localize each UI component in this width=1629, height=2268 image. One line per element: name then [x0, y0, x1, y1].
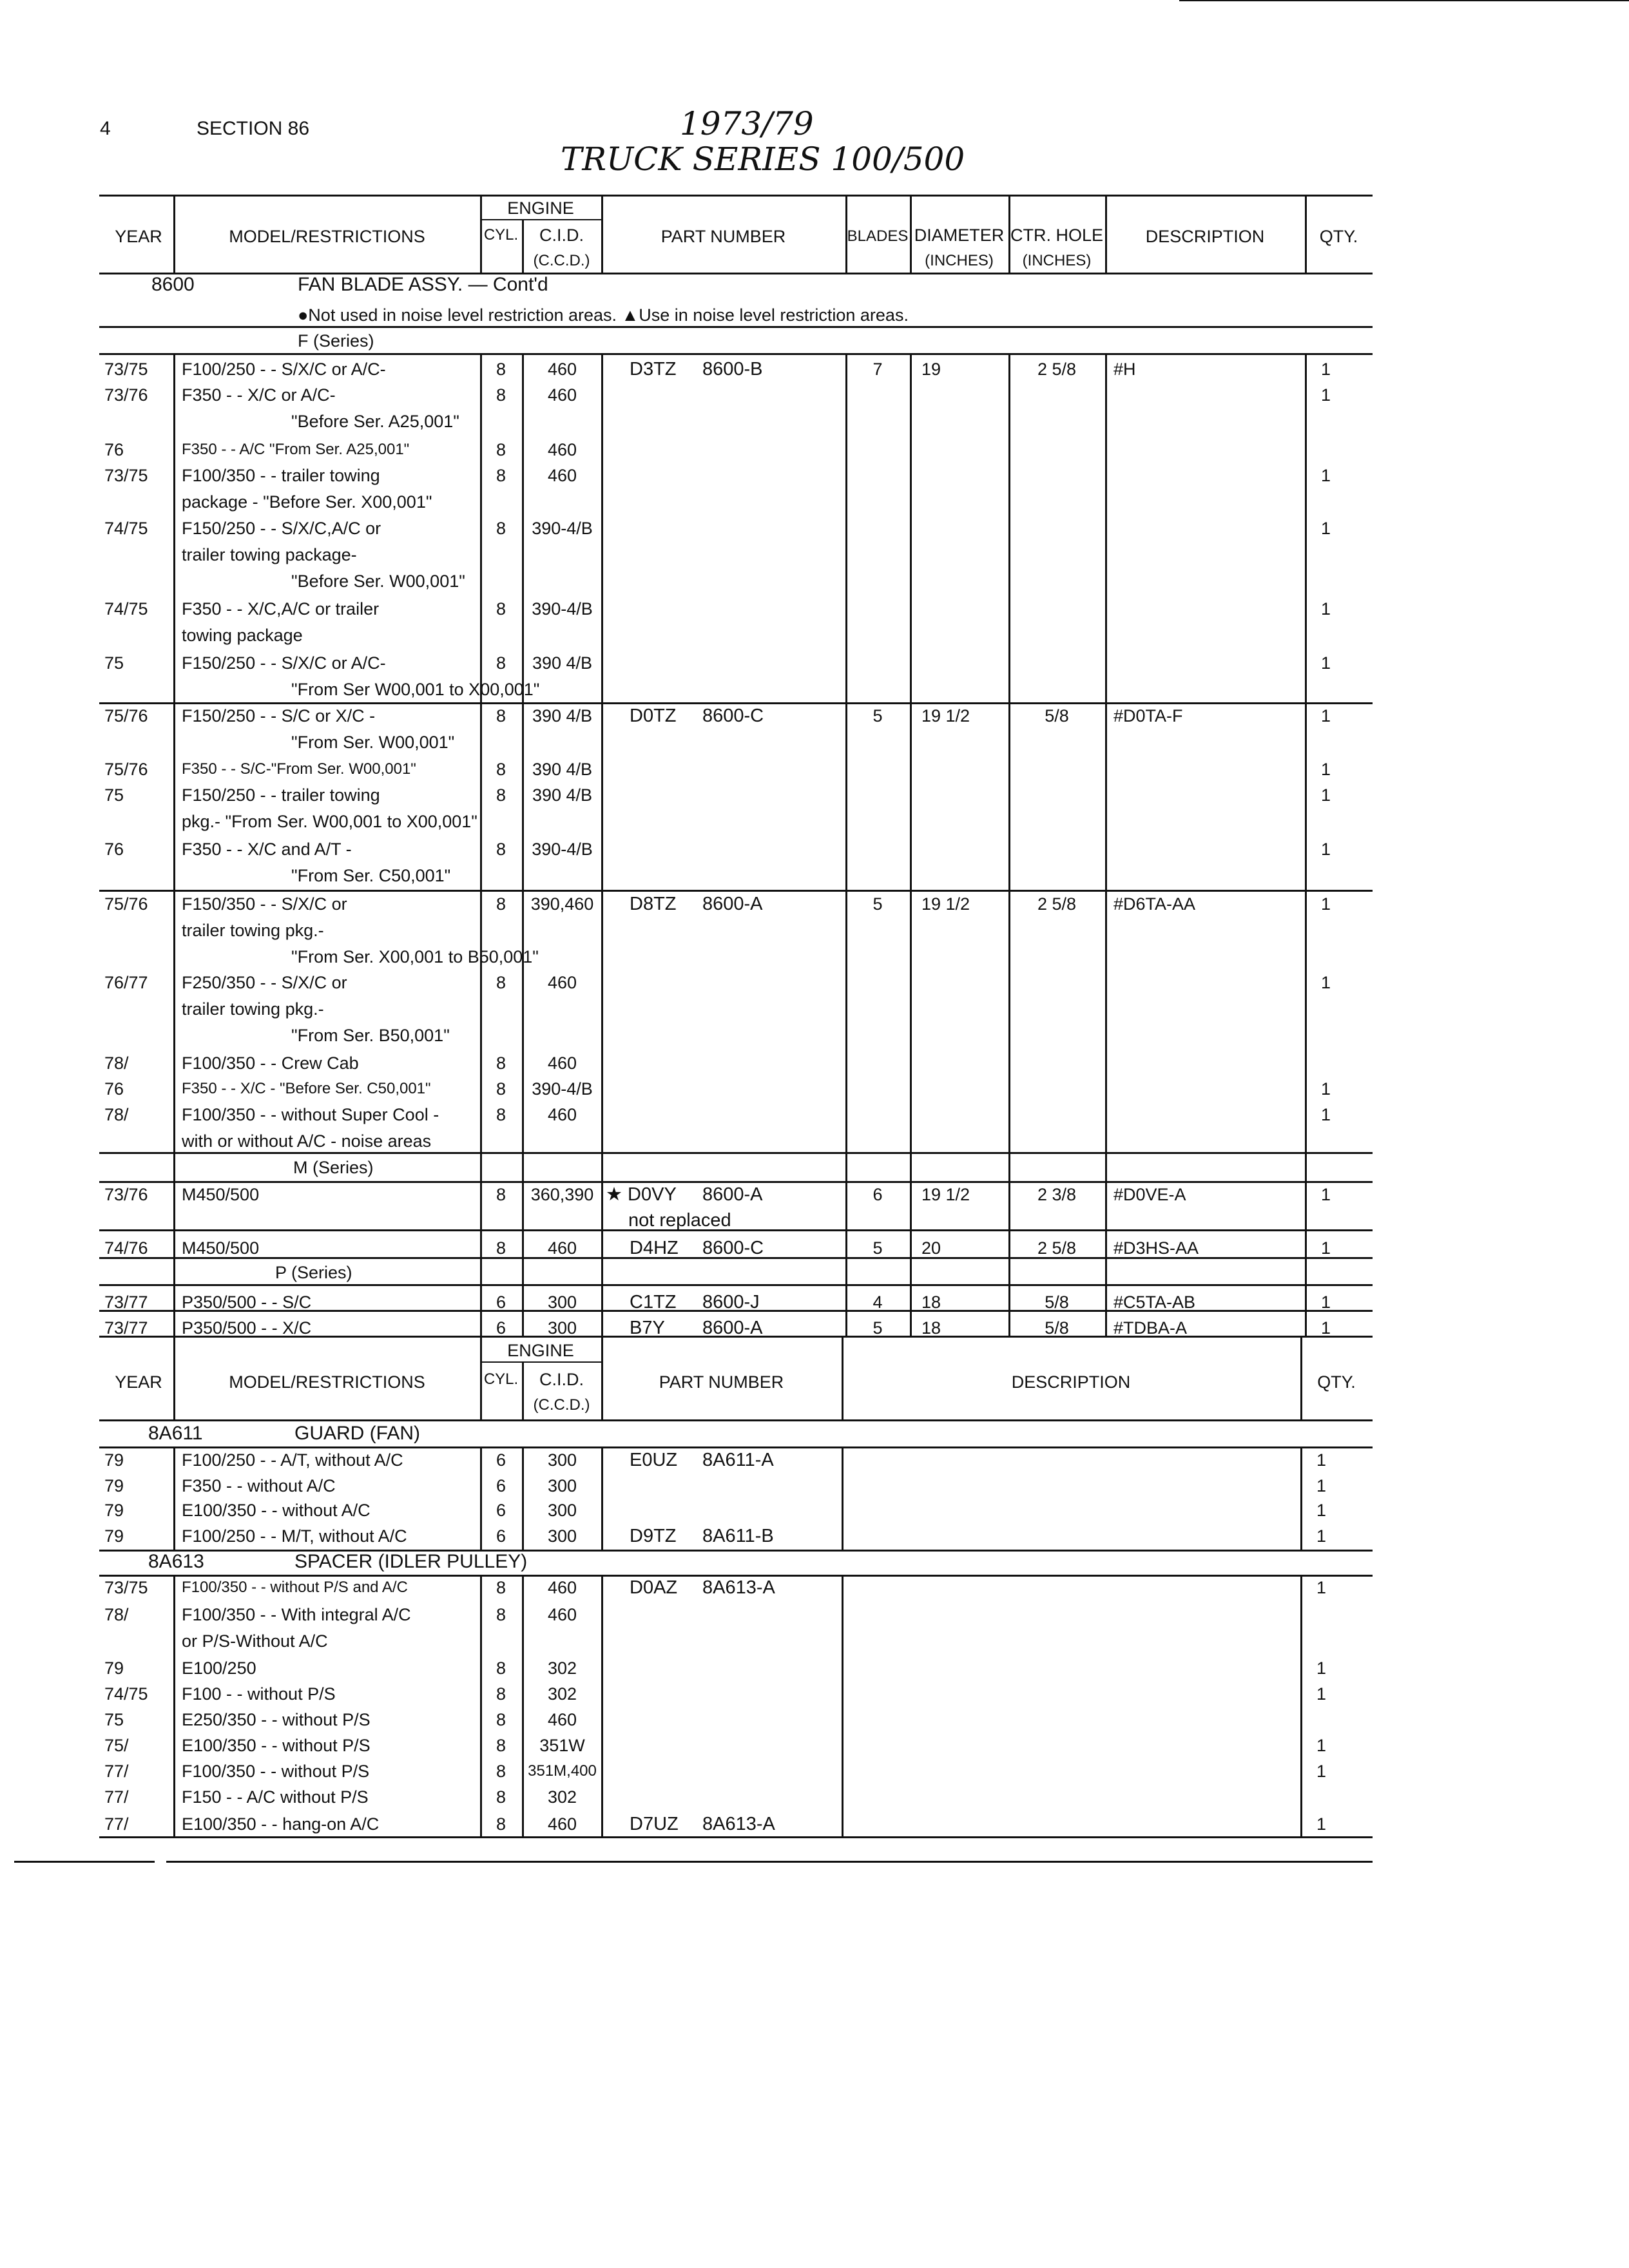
series-heading-p: P (Series)	[275, 1263, 352, 1282]
cyl-cell: 6	[496, 1293, 506, 1312]
cyl-cell: 8	[496, 519, 506, 538]
cid-cell: 302	[547, 1658, 577, 1678]
table1-note-rule	[99, 326, 1373, 328]
cid-cell: 460	[547, 1105, 577, 1124]
year-cell: 79	[104, 1501, 124, 1520]
model-cell: F100/350 - - without Super Cool -	[182, 1105, 439, 1124]
t2-header-description: DESCRIPTION	[1011, 1372, 1131, 1392]
t2-header-engine: ENGINE	[507, 1341, 574, 1360]
cid-cell: 460	[547, 1238, 577, 1258]
qty-cell: 1	[1321, 385, 1331, 405]
cid-cell: 390 4/B	[532, 706, 593, 726]
part-number-prefix: C1TZ	[630, 1292, 677, 1312]
year-cell: 73/77	[104, 1318, 148, 1338]
model-cell: F100/250 - - A/T, without A/C	[182, 1450, 403, 1470]
year-cell: 75	[104, 785, 124, 805]
model-cell: F350 - - X/C,A/C or trailer	[182, 599, 380, 619]
part-number-prefix: D9TZ	[630, 1526, 677, 1546]
qty-cell: 1	[1321, 973, 1331, 992]
model-cell: F100/250 - - M/T, without A/C	[182, 1526, 407, 1546]
group-code-8a611: 8A611	[148, 1423, 203, 1444]
cyl-cell: 8	[496, 1605, 506, 1624]
part-number-base: 8600-C	[702, 1238, 764, 1258]
cyl-cell: 8	[496, 440, 506, 459]
t2-b-cyl-divider-body	[522, 1446, 524, 1550]
year-cell: 75	[104, 1710, 124, 1729]
cyl-cell: 8	[496, 466, 506, 485]
qty-cell: 1	[1316, 1814, 1327, 1834]
cyl-cell: 8	[496, 599, 506, 619]
qty-cell: 1	[1316, 1526, 1327, 1546]
diameter-cell: 20	[921, 1238, 941, 1258]
year-cell: 76/77	[104, 973, 148, 992]
t3-b-year-divider-body	[173, 1575, 175, 1836]
diameter-cell: 19 1/2	[921, 1185, 970, 1204]
description-cell: #D6TA-AA	[1113, 894, 1196, 914]
year-cell: 78/	[104, 1105, 129, 1124]
blades-cell: 7	[872, 360, 883, 379]
qty-cell: 1	[1321, 1318, 1331, 1338]
year-cell: 74/75	[104, 1684, 148, 1704]
part-number-base: 8600-A	[702, 894, 763, 914]
cid-cell: 460	[547, 440, 577, 459]
t2-header-qty: QTY.	[1317, 1372, 1356, 1392]
header-description: DESCRIPTION	[1145, 227, 1265, 246]
year-cell: 73/76	[104, 385, 148, 405]
model-cell: F350 - - X/C and A/T -	[182, 840, 352, 859]
diameter-cell: 19 1/2	[921, 894, 970, 914]
cid-cell: 300	[547, 1293, 577, 1312]
model-cell: with or without A/C - noise areas	[182, 1131, 432, 1151]
model-cell: F150/250 - - S/X/C or A/C-	[182, 653, 386, 673]
part-number-base: 8A613-A	[702, 1577, 775, 1598]
model-cell: F350 - - X/C or A/C-	[182, 385, 336, 405]
qty-cell: 1	[1321, 519, 1331, 538]
table1-top-rule	[99, 195, 1373, 197]
description-cell: #C5TA-AB	[1113, 1293, 1196, 1312]
header-cyl: CYL.	[483, 226, 519, 244]
model-cell: E250/350 - - without P/S	[182, 1710, 371, 1729]
model-cell: "From Ser. W00,001"	[291, 733, 455, 752]
header-ctr-hole: CTR. HOLE	[1010, 226, 1104, 245]
cid-cell: 390 4/B	[532, 653, 593, 673]
blades-cell: 5	[872, 894, 883, 914]
m-series-rule	[99, 1181, 1373, 1183]
year-cell: 75/76	[104, 894, 148, 914]
cyl-cell: 6	[496, 1318, 506, 1338]
model-cell: P350/500 - - S/C	[182, 1293, 312, 1312]
part-number-base: 8A611-B	[702, 1526, 774, 1546]
series-heading-m: M (Series)	[293, 1158, 374, 1177]
cid-cell: 390-4/B	[532, 1079, 593, 1099]
cyl-cell: 6	[496, 1450, 506, 1470]
qty-cell: 1	[1321, 653, 1331, 673]
cyl-cell: 8	[496, 840, 506, 859]
cyl-cell: 8	[496, 360, 506, 379]
part-number-prefix: B7Y	[630, 1318, 665, 1338]
model-cell: F100/350 - - Crew Cab	[182, 1053, 359, 1073]
year-cell: 77/	[104, 1787, 129, 1807]
group3-end-rule	[99, 1836, 1373, 1838]
header-diameter-unit: (INCHES)	[925, 252, 994, 269]
group2-rule	[99, 1446, 1373, 1448]
header-ctr-unit: (INCHES)	[1022, 252, 1092, 269]
noise-restriction-note: ●Not used in noise level restriction areas. ▲Use in noise level restriction areas.	[298, 305, 909, 325]
section-label: SECTION 86	[197, 118, 310, 139]
model-cell: F100/350 - - without P/S	[182, 1762, 370, 1781]
cyl-cell: 8	[496, 760, 506, 779]
diameter-cell: 19	[921, 360, 941, 379]
part-number-base: 8600-J	[702, 1292, 760, 1312]
t2-header-model: MODEL/RESTRICTIONS	[229, 1372, 425, 1392]
part-number-base: 8600-A	[702, 1318, 763, 1338]
t3-b-desc-divider-body	[1300, 1575, 1302, 1836]
series-heading-f: F (Series)	[298, 331, 374, 351]
t2-header-year: YEAR	[115, 1372, 162, 1392]
cid-cell: 460	[547, 1578, 577, 1597]
model-cell: trailer towing package-	[182, 545, 357, 564]
blades-cell: 6	[872, 1185, 883, 1204]
ctr-hole-cell: 5/8	[1045, 706, 1069, 726]
model-cell: M450/500	[182, 1238, 260, 1258]
group-name-guard: GUARD (FAN)	[294, 1423, 420, 1444]
part-number-prefix: D3TZ	[630, 359, 677, 380]
year-cell: 75	[104, 653, 124, 673]
qty-cell: 1	[1316, 1658, 1327, 1678]
year-cell: 78/	[104, 1053, 129, 1073]
cid-cell: 302	[547, 1787, 577, 1807]
diameter-cell: 18	[921, 1318, 941, 1338]
part-number-note: not replaced	[628, 1210, 731, 1231]
cid-cell: 390 4/B	[532, 785, 593, 805]
group-code-8a613: 8A613	[148, 1551, 204, 1572]
year-cell: 76	[104, 840, 124, 859]
year-cell: 75/76	[104, 760, 148, 779]
cid-cell: 390 4/B	[532, 760, 593, 779]
model-cell: "From Ser. X00,001 to B50,001"	[291, 947, 539, 966]
t2-b-cid-divider-body	[601, 1446, 603, 1550]
description-cell: #D0TA-F	[1113, 706, 1183, 726]
group-name-spacer: SPACER (IDLER PULLEY)	[294, 1551, 528, 1572]
ctr-hole-cell: 2 5/8	[1037, 1238, 1077, 1258]
qty-cell: 1	[1321, 760, 1331, 779]
model-cell: F150 - - A/C without P/S	[182, 1787, 369, 1807]
qty-cell: 1	[1316, 1450, 1327, 1470]
year-cell: 77/	[104, 1762, 129, 1781]
year-cell: 79	[104, 1526, 124, 1546]
t3-b-model-divider-body	[480, 1575, 482, 1836]
model-cell: "Before Ser. W00,001"	[291, 572, 465, 591]
year-cell: 73/75	[104, 360, 148, 379]
diameter-cell: 19 1/2	[921, 706, 970, 726]
year-cell: 79	[104, 1476, 124, 1495]
cyl-cell: 8	[496, 1736, 506, 1755]
qty-cell: 1	[1321, 1079, 1331, 1099]
cyl-cell: 8	[496, 653, 506, 673]
ctr-hole-cell: 2 5/8	[1037, 360, 1077, 379]
part-number-base: 8600-A	[702, 1184, 763, 1205]
cyl-cell: 8	[496, 706, 506, 726]
model-cell: F150/250 - - trailer towing	[182, 785, 380, 805]
desc-col-divider-body	[1305, 353, 1307, 1336]
year-cell: 74/75	[104, 519, 148, 538]
model-cell: F150/350 - - S/X/C or	[182, 894, 347, 914]
model-cell: P350/500 - - X/C	[182, 1318, 312, 1338]
group-b-rule	[99, 702, 1373, 704]
cyl-cell: 8	[496, 1762, 506, 1781]
model-cell: F100/350 - - without P/S and A/C	[182, 1579, 408, 1596]
model-cell: F350 - - X/C - "Before Ser. C50,001"	[182, 1080, 431, 1097]
qty-cell: 1	[1316, 1578, 1327, 1597]
cyl-cell: 8	[496, 1658, 506, 1678]
model-cell: F250/350 - - S/X/C or	[182, 973, 347, 992]
t2-b-model-divider-body	[480, 1446, 482, 1550]
cyl-cell: 8	[496, 894, 506, 914]
blades-cell: 4	[872, 1293, 883, 1312]
year-cell: 76	[104, 1079, 124, 1099]
year-cell: 79	[104, 1450, 124, 1470]
blades-cell: 5	[872, 1318, 883, 1338]
model-cell: E100/350 - - without P/S	[182, 1736, 371, 1755]
description-cell: #TDBA-A	[1113, 1318, 1188, 1338]
blades-col-divider-body	[910, 353, 912, 1336]
header-diameter: DIAMETER	[914, 226, 1005, 245]
year-cell: 74/76	[104, 1238, 148, 1258]
model-cell: M450/500	[182, 1185, 260, 1204]
part-number-prefix: D0TZ	[630, 706, 677, 726]
qty-cell: 1	[1321, 1185, 1331, 1204]
p-series-rule	[99, 1284, 1373, 1286]
part-number-base: 8600-C	[702, 706, 764, 726]
t2-b-part-divider-body	[842, 1446, 843, 1550]
cid-cell: 360,390	[530, 1185, 594, 1204]
group-name-fan-blade: FAN BLADE ASSY. — Cont'd	[298, 274, 548, 295]
year-cell: 78/	[104, 1605, 129, 1624]
cid-cell: 390-4/B	[532, 519, 593, 538]
blades-cell: 5	[872, 1238, 883, 1258]
part-number-base: 8A611-A	[702, 1450, 774, 1470]
cid-cell: 390-4/B	[532, 840, 593, 859]
part-number-base: 8600-B	[702, 359, 763, 380]
model-cell: E100/350 - - without A/C	[182, 1501, 371, 1520]
engine-header-rule	[480, 219, 601, 220]
cyl-cell: 8	[496, 1814, 506, 1834]
t2-header-cyl: CYL.	[483, 1370, 519, 1388]
cid-cell: 300	[547, 1450, 577, 1470]
group-code-8600: 8600	[151, 274, 195, 295]
description-cell: #D3HS-AA	[1113, 1238, 1199, 1258]
t3-b-cyl-divider-body	[522, 1575, 524, 1836]
ctr-hole-cell: 2 3/8	[1037, 1185, 1077, 1204]
table1-header-bottom-rule	[99, 273, 1373, 274]
model-cell: F350 - - without A/C	[182, 1476, 336, 1495]
year-cell: 73/77	[104, 1293, 148, 1312]
footer-rule-left	[14, 1861, 155, 1863]
cid-cell: 460	[547, 1814, 577, 1834]
t2-header-ccd: (C.C.D.)	[533, 1396, 590, 1414]
model-cell: "From Ser. C50,001"	[291, 866, 451, 885]
cid-cell: 460	[547, 466, 577, 485]
cyl-cell: 8	[496, 1079, 506, 1099]
model-cell: "From Ser. B50,001"	[291, 1026, 450, 1045]
header-engine: ENGINE	[507, 198, 574, 218]
qty-cell: 1	[1321, 360, 1331, 379]
group2-end-rule	[99, 1550, 1373, 1552]
part-number-prefix: E0UZ	[630, 1450, 678, 1470]
ctr-hole-cell: 5/8	[1045, 1318, 1069, 1338]
cid-cell: 460	[547, 385, 577, 405]
model-cell: F100/350 - - With integral A/C	[182, 1605, 411, 1624]
model-cell: E100/350 - - hang-on A/C	[182, 1814, 380, 1834]
qty-cell: 1	[1316, 1762, 1327, 1781]
cid-cell: 390,460	[530, 894, 594, 914]
description-cell: #D0VE-A	[1113, 1185, 1186, 1204]
model-cell: F150/250 - - S/X/C,A/C or	[182, 519, 381, 538]
header-year: YEAR	[115, 227, 162, 246]
year-cell: 73/76	[104, 1185, 148, 1204]
qty-cell: 1	[1321, 599, 1331, 619]
cyl-cell: 6	[496, 1526, 506, 1546]
table2-header-bottom-rule	[99, 1419, 1373, 1421]
part-number-prefix: D7UZ	[630, 1814, 679, 1834]
m-row2-rule	[99, 1229, 1373, 1231]
qty-cell: 1	[1321, 706, 1331, 726]
blades-cell: 5	[872, 706, 883, 726]
f-series-rule	[99, 353, 1373, 355]
t2-engine-header-rule	[480, 1361, 601, 1363]
model-cell: or P/S-Without A/C	[182, 1631, 328, 1651]
description-cell: #H	[1113, 360, 1136, 379]
qty-cell: 1	[1316, 1476, 1327, 1495]
cid-cell: 302	[547, 1684, 577, 1704]
cid-col-divider-body	[601, 353, 603, 1336]
header-cid: C.I.D.	[539, 226, 584, 245]
model-cell: F350 - - S/C-"From Ser. W00,001"	[182, 760, 416, 778]
model-cell: "Before Ser. A25,001"	[291, 412, 459, 431]
model-cell: trailer towing pkg.-	[182, 921, 324, 940]
f-series-end-rule	[99, 1152, 1373, 1154]
cid-cell: 351W	[539, 1736, 585, 1755]
page-title-years: 1973/79	[680, 105, 814, 142]
cid-cell: 351M,400	[528, 1762, 597, 1780]
qty-cell: 1	[1316, 1501, 1327, 1520]
year-cell: 77/	[104, 1814, 129, 1834]
cyl-cell: 8	[496, 1185, 506, 1204]
model-cell: towing package	[182, 626, 303, 645]
part-number-base: 8A613-A	[702, 1814, 775, 1834]
cyl-cell: 8	[496, 1105, 506, 1124]
header-ccd: (C.C.D.)	[533, 252, 590, 269]
model-cell: F350 - - A/C "From Ser. A25,001"	[182, 441, 410, 458]
cyl-cell: 8	[496, 1710, 506, 1729]
cid-cell: 460	[547, 1710, 577, 1729]
page-number: 4	[100, 118, 111, 139]
year-cell: 75/	[104, 1736, 129, 1755]
year-cell: 76	[104, 440, 124, 459]
header-model: MODEL/RESTRICTIONS	[229, 227, 425, 246]
model-cell: F100/350 - - trailer towing	[182, 466, 380, 485]
cyl-cell: 8	[496, 385, 506, 405]
model-cell: pkg.- "From Ser. W00,001 to X00,001"	[182, 812, 477, 831]
t3-b-part-divider-body	[842, 1575, 843, 1836]
year-cell: 73/75	[104, 1578, 148, 1597]
model-cell: "From Ser W00,001 to X00,001"	[291, 680, 540, 699]
year-cell: 74/75	[104, 599, 148, 619]
footer-rule-right	[166, 1861, 1373, 1863]
cid-cell: 300	[547, 1501, 577, 1520]
qty-cell: 1	[1321, 1238, 1331, 1258]
qty-cell: 1	[1321, 1293, 1331, 1312]
year-cell: 79	[104, 1658, 124, 1678]
ctr-col-divider-body	[1105, 353, 1107, 1336]
cyl-cell: 8	[496, 785, 506, 805]
header-blades: BLADES	[847, 227, 909, 245]
part-number-prefix: D8TZ	[630, 894, 677, 914]
year-cell: 73/75	[104, 466, 148, 485]
qty-cell: 1	[1321, 785, 1331, 805]
cid-cell: 460	[547, 360, 577, 379]
cid-cell: 460	[547, 1053, 577, 1073]
qty-cell: 1	[1321, 1105, 1331, 1124]
qty-cell: 1	[1321, 466, 1331, 485]
t2-header-cid: C.I.D.	[539, 1370, 584, 1389]
cyl-cell: 8	[496, 1684, 506, 1704]
cid-cell: 460	[547, 1605, 577, 1624]
t3-b-cid-divider-body	[601, 1575, 603, 1836]
cyl-cell: 8	[496, 1787, 506, 1807]
part-number-prefix: ★ D0VY	[606, 1184, 677, 1205]
scan-edge-line	[1179, 0, 1629, 1]
qty-cell: 1	[1316, 1684, 1327, 1704]
cyl-cell: 8	[496, 1238, 506, 1258]
model-cell: F150/250 - - S/C or X/C -	[182, 706, 376, 726]
model-cell: F100/250 - - S/X/C or A/C-	[182, 360, 386, 379]
t2-b-year-divider-body	[173, 1446, 175, 1550]
model-cell: trailer towing pkg.-	[182, 999, 324, 1019]
t2-b-desc-divider-body	[1300, 1446, 1302, 1550]
page-title-series: TRUCK SERIES 100/500	[561, 140, 965, 178]
cyl-cell: 8	[496, 1053, 506, 1073]
year-col-divider-body	[173, 353, 175, 1336]
qty-cell: 1	[1321, 840, 1331, 859]
model-cell: E100/250	[182, 1658, 256, 1678]
t2-header-part-number: PART NUMBER	[659, 1372, 784, 1392]
cyl-cell: 6	[496, 1501, 506, 1520]
header-part-number: PART NUMBER	[660, 227, 786, 246]
cid-cell: 460	[547, 973, 577, 992]
cid-cell: 300	[547, 1318, 577, 1338]
cyl-cell: 6	[496, 1476, 506, 1495]
cyl-cell: 8	[496, 973, 506, 992]
header-qty: QTY.	[1319, 227, 1358, 246]
cyl-cell: 8	[496, 1578, 506, 1597]
ctr-hole-cell: 5/8	[1045, 1293, 1069, 1312]
diameter-cell: 18	[921, 1293, 941, 1312]
model-cell: F100 - - without P/S	[182, 1684, 336, 1704]
model-cell: package - "Before Ser. X00,001"	[182, 492, 432, 512]
cid-cell: 390-4/B	[532, 599, 593, 619]
cid-cell: 300	[547, 1526, 577, 1546]
part-number-prefix: D0AZ	[630, 1577, 678, 1598]
qty-cell: 1	[1316, 1736, 1327, 1755]
ctr-hole-cell: 2 5/8	[1037, 894, 1077, 914]
year-cell: 75/76	[104, 706, 148, 726]
qty-cell: 1	[1321, 894, 1331, 914]
cid-cell: 300	[547, 1476, 577, 1495]
part-number-prefix: D4HZ	[630, 1238, 679, 1258]
group-c-rule	[99, 890, 1373, 892]
